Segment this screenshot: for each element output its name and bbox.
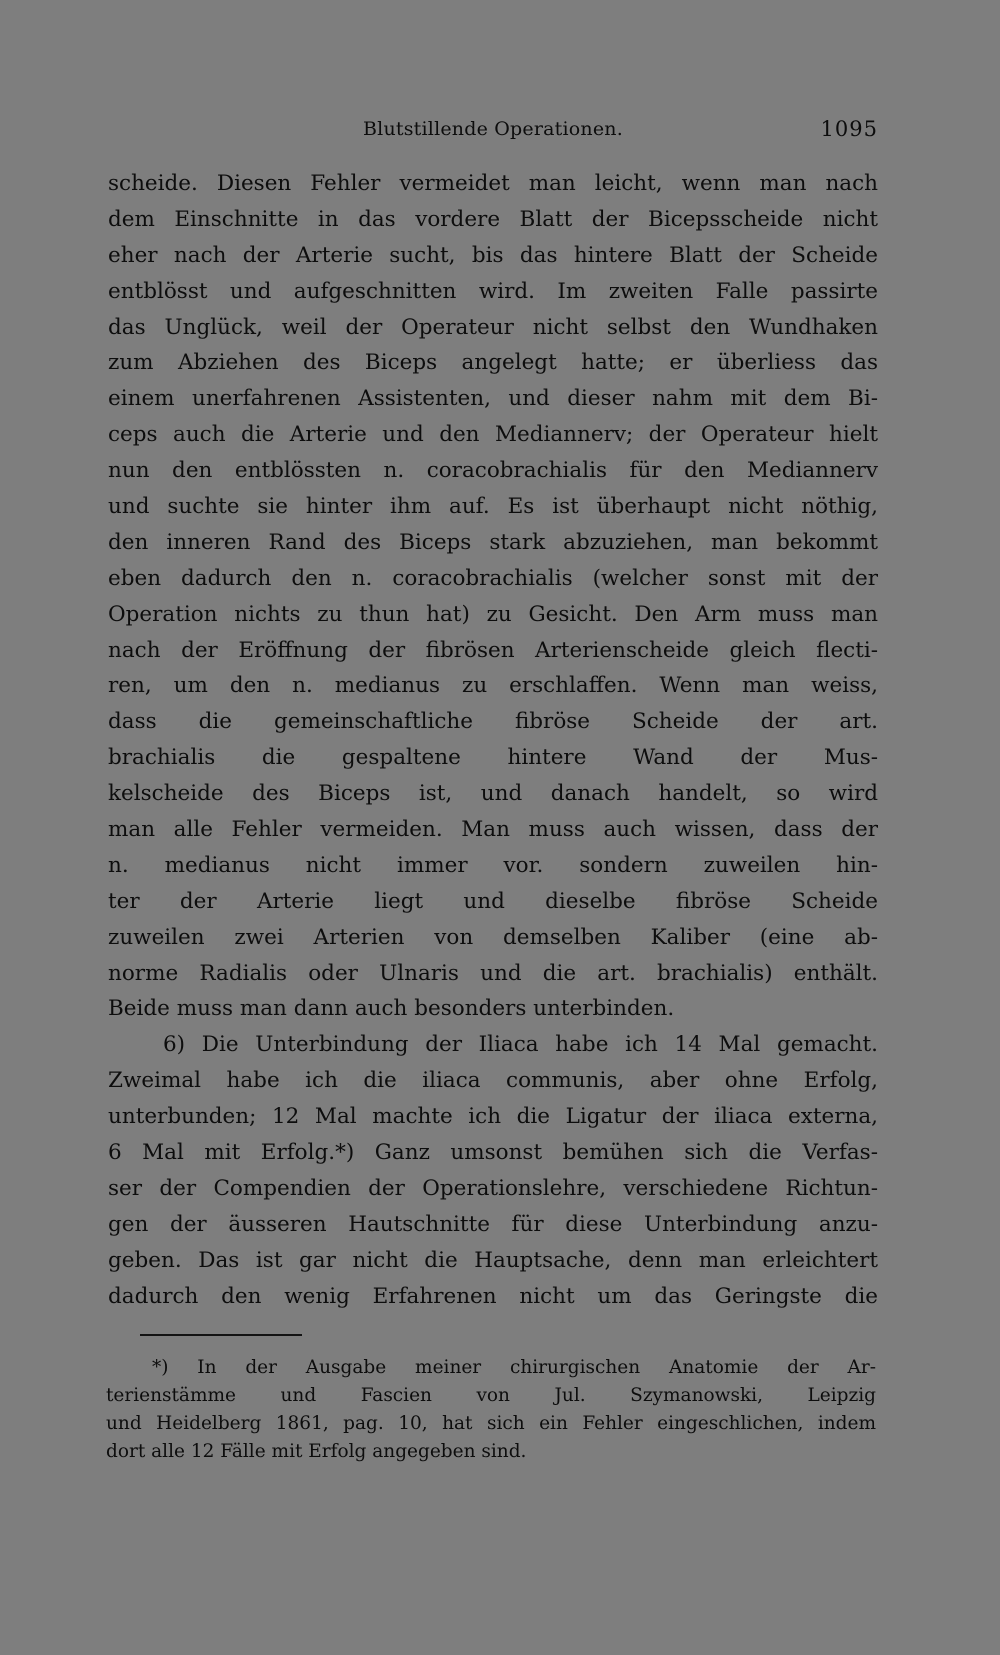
text-line: nun den entblössten n. coracobrachialis für den Mediannerv	[108, 458, 878, 484]
running-title: Blutstillende Operationen.	[363, 118, 623, 140]
page-number: 1095	[820, 117, 878, 141]
text-line: unterbunden; 12 Mal machte ich die Ligatur der iliaca externa,	[108, 1104, 878, 1130]
text-line: dass die gemeinschaftliche fibröse Scheide der art.	[108, 709, 878, 735]
text-line: nach der Eröffnung der fibrösen Arterienscheide gleich flecti-	[108, 637, 878, 663]
text-line: zum Abziehen des Biceps angelegt hatte; er überliess das	[108, 350, 878, 376]
footnote	[106, 1354, 876, 1466]
text-line: scheide. Diesen Fehler vermeidet man leicht, wenn man nach	[108, 171, 878, 196]
text-line: brachialis die gespaltene hintere Wand der Mus-	[108, 745, 878, 771]
footnote-line: dort alle 12 Fälle mit Erfolg angegeben sind.	[106, 1441, 527, 1462]
paragraph-start-line: 6) Die Unterbindung der Iliaca habe ich 14 Mal gemacht.	[163, 1032, 878, 1058]
text-line: ceps auch die Arterie und den Mediannerv; der Operateur hielt	[108, 422, 878, 448]
text-line: einem unerfahrenen Assistenten, und dieser nahm mit dem Bi-	[108, 386, 878, 412]
footnote-rule	[140, 1334, 302, 1336]
text-line: Operation nichts zu thun hat) zu Gesicht. Den Arm muss man	[108, 601, 878, 627]
footnote-line: terienstämme und Fascien von Jul. Szymanowski, Leipzig	[106, 1385, 876, 1406]
text-line: n. medianus nicht immer vor. sondern zuweilen hin-	[108, 852, 878, 878]
footnote-line: *) In der Ausgabe meiner chirurgischen Anatomie der Ar-	[152, 1357, 876, 1378]
text-line: man alle Fehler vermeiden. Man muss auch wissen, dass der	[108, 817, 878, 843]
text-line: ser der Compendien der Operationslehre, verschiedene Richtun-	[108, 1175, 878, 1201]
text-line: und suchte sie hinter ihm auf. Es ist überhaupt nicht nöthig,	[108, 494, 878, 520]
text-line: Beide muss man dann auch besonders unterbinden.	[108, 996, 675, 1022]
text-line: ter der Arterie liegt und dieselbe fibröse Scheide	[108, 888, 878, 914]
text-line: gen der äusseren Hautschnitte für diese Unterbindung anzu-	[108, 1211, 878, 1237]
text-line: eben dadurch den n. coracobrachialis (welcher sonst mit der	[108, 565, 878, 591]
text-line: das Unglück, weil der Operateur nicht selbst den Wundhaken	[108, 314, 878, 340]
text-line: den inneren Rand des Biceps stark abzuziehen, man bekommt	[108, 529, 878, 555]
text-line: Zweimal habe ich die iliaca communis, aber ohne Erfolg,	[108, 1068, 878, 1094]
text-line: kelscheide des Biceps ist, und danach handelt, so wird	[108, 781, 878, 807]
text-line: dem Einschnitte in das vordere Blatt der Bicepsscheide nicht	[108, 206, 878, 232]
text-line: ren, um den n. medianus zu erschlaffen. Wenn man weiss,	[108, 673, 878, 699]
text-line: 6 Mal mit Erfolg.*) Ganz umsonst bemühen sich die Verfas-	[108, 1140, 878, 1166]
text-line: entblösst und aufgeschnitten wird. Im zweiten Falle passirte	[108, 278, 878, 304]
text-line: dadurch den wenig Erfahrenen nicht um das Geringste die	[108, 1283, 878, 1309]
text-line: norme Radialis oder Ulnaris und die art. brachialis) enthält.	[108, 960, 878, 986]
text-line: eher nach der Arterie sucht, bis das hintere Blatt der Scheide	[108, 242, 878, 268]
body-text	[108, 166, 878, 1315]
running-head	[108, 112, 878, 146]
text-line: geben. Das ist gar nicht die Hauptsache, denn man erleichtert	[108, 1247, 878, 1273]
text-line: zuweilen zwei Arterien von demselben Kaliber (eine ab-	[108, 924, 878, 950]
footnote-line: und Heidelberg 1861, pag. 10, hat sich ein Fehler eingeschlichen, indem	[106, 1413, 876, 1434]
